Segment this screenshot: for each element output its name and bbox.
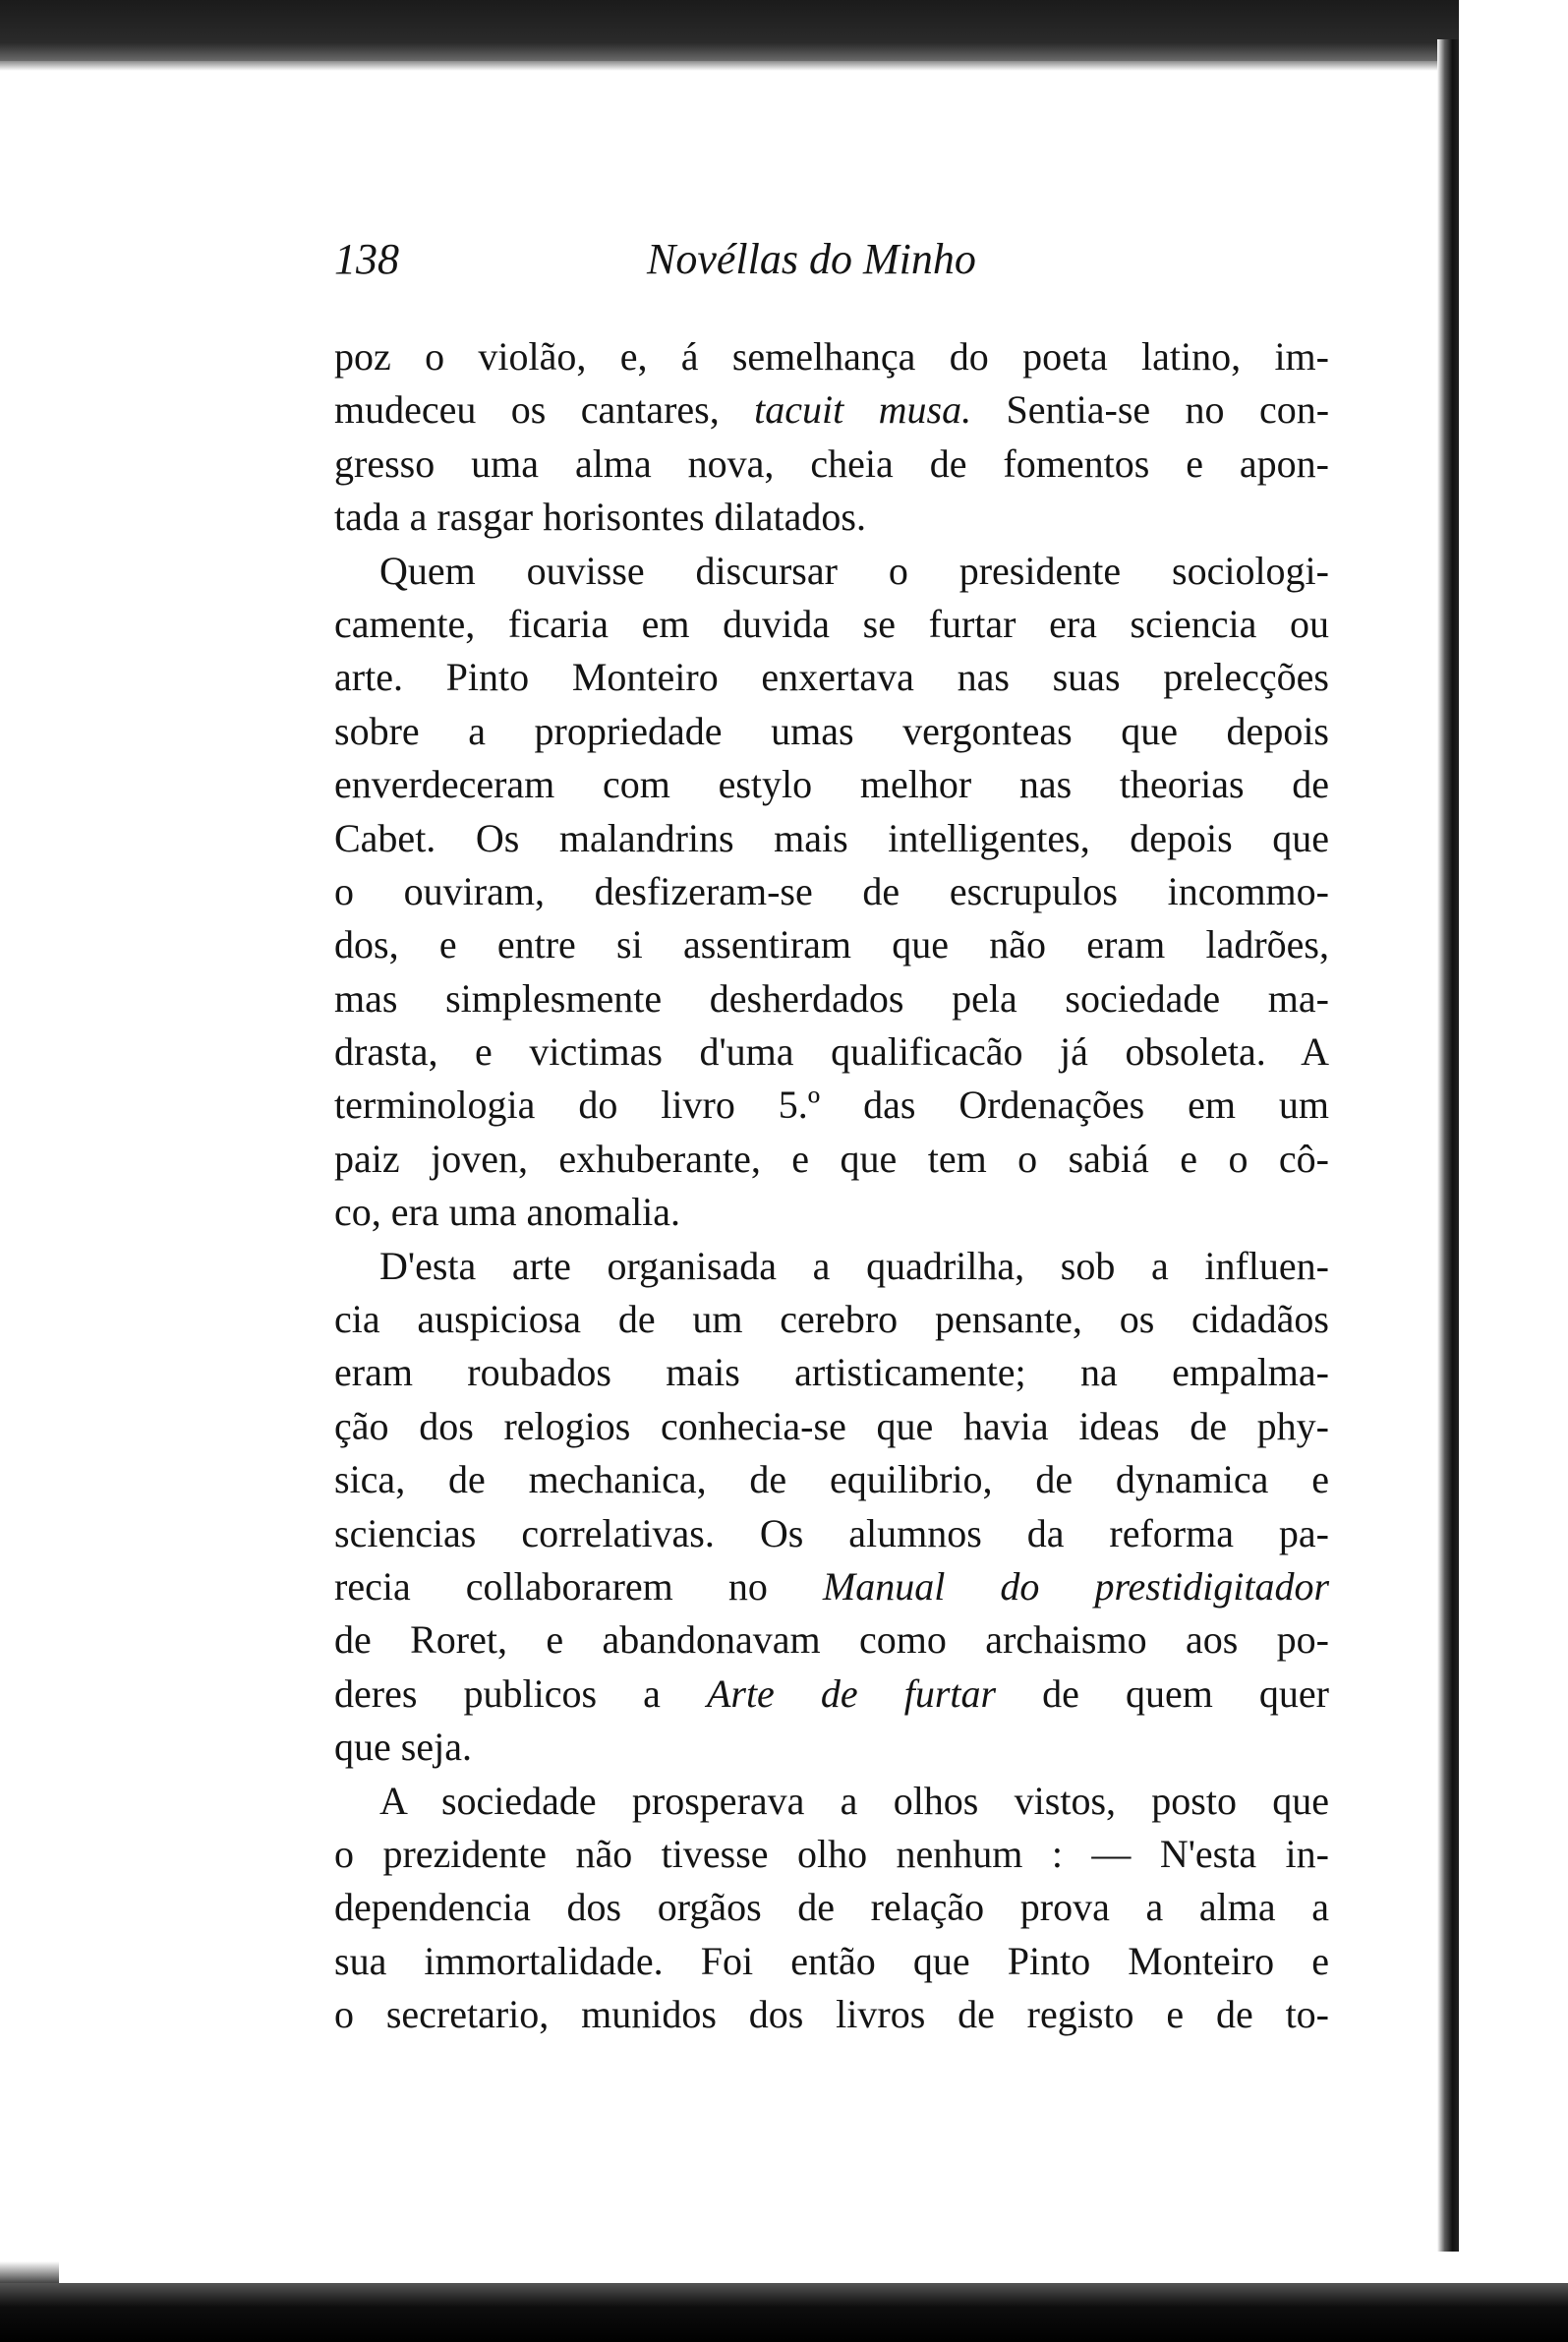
text-line: sua immortalidade. Foi então que Pinto Monteiro e xyxy=(334,1938,1329,1983)
text-line: que seja. xyxy=(334,1725,472,1770)
text-line: co, era uma anomalia. xyxy=(334,1190,681,1235)
text-line: tada a rasgar horisontes dilatados. xyxy=(334,495,866,540)
text-line: sica, de mechanica, de equilibrio, de dynamica e xyxy=(334,1457,1329,1502)
text-fragment: recia collaborarem no xyxy=(334,1563,768,1609)
text-line: terminologia do livro 5.º das Ordenações em um xyxy=(334,1083,1329,1128)
text-line: Cabet. Os malandrins mais intelligentes, depois que xyxy=(334,815,1329,860)
text-line: de Roret, e abandonavam como archaismo aos po- xyxy=(334,1617,1329,1663)
text-line: dependencia dos orgãos de relação prova a alma a xyxy=(334,1885,1329,1930)
text-line: mas simplesmente desherdados pela sociedade ma- xyxy=(334,975,1329,1021)
scan-right-border xyxy=(1437,39,1459,2252)
italic-title: Arte de furtar xyxy=(706,1670,997,1716)
running-title: Novéllas do Minho xyxy=(647,235,976,283)
text-line: dos, e entre si assentiram que não eram ladrões, xyxy=(334,922,1329,967)
text-line: gresso uma alma nova, cheia de fomentos e apon- xyxy=(334,440,1329,486)
text-line: o ouviram, desfizeram-se de escrupulos incommo- xyxy=(334,868,1329,913)
text-line: eram roubados mais artisticamente; na empalma- xyxy=(334,1350,1329,1395)
text-fragment: Sentia-se no con- xyxy=(1006,387,1330,433)
text-line: sciencias correlativas. Os alumnos da reforma pa- xyxy=(334,1510,1329,1555)
scan-top-border xyxy=(0,0,1568,61)
text-line: cia auspiciosa de um cerebro pensante, os cidadãos xyxy=(334,1297,1329,1342)
italic-phrase: tacuit musa. xyxy=(754,387,972,433)
text-line: arte. Pinto Monteiro enxertava nas suas prelecções xyxy=(334,655,1329,700)
text-fragment: deres publicos a xyxy=(334,1670,661,1716)
text-line: ção dos relogios conhecia-se que havia ideas de phy- xyxy=(334,1403,1329,1448)
page-header xyxy=(334,234,1337,303)
text-line: camente, ficaria em duvida se furtar era sciencia ou xyxy=(334,601,1329,646)
text-line: enverdeceram com estylo melhor nas theorias de xyxy=(334,762,1329,807)
body-text xyxy=(334,330,1329,2042)
text-line: poz o violão, e, á semelhança do poeta latino, im- xyxy=(334,334,1329,379)
text-line: o prezidente não tivesse olho nenhum : — N'esta in- xyxy=(334,1831,1329,1876)
paragraph-start-line: A sociedade prosperava a olhos vistos, posto que xyxy=(379,1778,1329,1823)
page-number: 138 xyxy=(334,235,399,283)
text-line: paiz joven, exhuberante, e que tem o sabiá e o cô- xyxy=(334,1136,1329,1181)
text-line xyxy=(334,1668,1329,1721)
scan-top-edge xyxy=(0,61,1568,71)
scan-margin-right xyxy=(1459,0,1568,2342)
scan-bottom-border xyxy=(0,2283,1568,2342)
paragraph-start-line: D'esta arte organisada a quadrilha, sob a influen- xyxy=(379,1243,1329,1288)
scan-corner-left xyxy=(0,2261,59,2283)
paragraph-start-line: Quem ouvisse discursar o presidente sociologi- xyxy=(379,548,1329,593)
text-fragment: mudeceu os cantares, xyxy=(334,387,720,433)
text-line: sobre a propriedade umas vergonteas que depois xyxy=(334,708,1329,753)
text-line: drasta, e victimas d'uma qualificacão já obsoleta. A xyxy=(334,1029,1329,1075)
text-line xyxy=(334,1560,1329,1613)
text-line: o secretario, munidos dos livros de registo e de to- xyxy=(334,1992,1329,2037)
text-line xyxy=(334,383,1329,437)
italic-title: Manual do prestidigitador xyxy=(822,1563,1330,1609)
text-fragment: de quem quer xyxy=(1042,1670,1330,1716)
